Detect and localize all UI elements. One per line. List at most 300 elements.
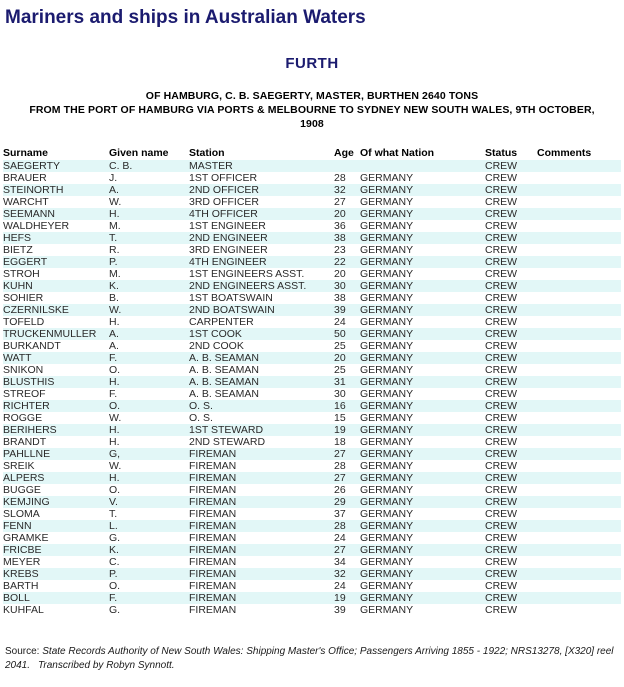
cell-status: CREW xyxy=(485,604,537,616)
source-citation xyxy=(5,645,616,673)
cell-age: 38 xyxy=(334,232,360,244)
table-row xyxy=(3,532,621,544)
cell-given-name: L. xyxy=(109,520,189,532)
cell-given-name: F. xyxy=(109,352,189,364)
column-header-status: Status xyxy=(485,146,537,160)
cell-nation: GERMANY xyxy=(360,592,485,604)
table-row xyxy=(3,496,621,508)
cell-comments xyxy=(537,532,621,544)
cell-given-name: W. xyxy=(109,196,189,208)
cell-surname: WALDHEYER xyxy=(3,220,109,232)
cell-surname: BRANDT xyxy=(3,436,109,448)
cell-surname: BIETZ xyxy=(3,244,109,256)
cell-station: 2ND ENGINEER xyxy=(189,232,334,244)
cell-given-name: H. xyxy=(109,424,189,436)
cell-comments xyxy=(537,604,621,616)
cell-given-name: O. xyxy=(109,580,189,592)
cell-given-name: C. B. xyxy=(109,160,189,172)
cell-nation: GERMANY xyxy=(360,340,485,352)
table-row xyxy=(3,508,621,520)
cell-age: 27 xyxy=(334,196,360,208)
table-row xyxy=(3,220,621,232)
cell-comments xyxy=(537,304,621,316)
cell-given-name: A. xyxy=(109,328,189,340)
table-row xyxy=(3,304,621,316)
table-row xyxy=(3,184,621,196)
crew-table-container xyxy=(0,146,624,616)
cell-given-name: P. xyxy=(109,256,189,268)
cell-station: FIREMAN xyxy=(189,484,334,496)
table-row xyxy=(3,472,621,484)
cell-station: FIREMAN xyxy=(189,448,334,460)
cell-status: CREW xyxy=(485,328,537,340)
cell-status: CREW xyxy=(485,520,537,532)
cell-status: CREW xyxy=(485,268,537,280)
cell-status: CREW xyxy=(485,352,537,364)
cell-age: 39 xyxy=(334,304,360,316)
cell-given-name: F. xyxy=(109,592,189,604)
cell-given-name: H. xyxy=(109,376,189,388)
cell-station: 1ST STEWARD xyxy=(189,424,334,436)
cell-surname: EGGERT xyxy=(3,256,109,268)
cell-given-name: H. xyxy=(109,436,189,448)
cell-given-name: V. xyxy=(109,496,189,508)
cell-station: FIREMAN xyxy=(189,544,334,556)
table-row xyxy=(3,280,621,292)
table-row xyxy=(3,328,621,340)
cell-status: CREW xyxy=(485,184,537,196)
cell-status: CREW xyxy=(485,388,537,400)
transcriber-text: Transcribed by Robyn Synnott. xyxy=(38,660,175,671)
cell-nation: GERMANY xyxy=(360,508,485,520)
cell-age: 32 xyxy=(334,184,360,196)
cell-surname: GRAMKE xyxy=(3,532,109,544)
cell-surname: BRAUER xyxy=(3,172,109,184)
cell-given-name: M. xyxy=(109,220,189,232)
cell-nation: GERMANY xyxy=(360,364,485,376)
cell-nation: GERMANY xyxy=(360,484,485,496)
table-row xyxy=(3,268,621,280)
cell-given-name: C. xyxy=(109,556,189,568)
cell-given-name: O. xyxy=(109,484,189,496)
cell-given-name: K. xyxy=(109,280,189,292)
cell-status: CREW xyxy=(485,544,537,556)
table-row xyxy=(3,568,621,580)
cell-comments xyxy=(537,292,621,304)
cell-comments xyxy=(537,196,621,208)
cell-status: CREW xyxy=(485,244,537,256)
page-title: Mariners and ships in Australian Waters xyxy=(5,7,366,28)
crew-list-table xyxy=(3,146,621,616)
cell-age: 25 xyxy=(334,340,360,352)
cell-status: CREW xyxy=(485,568,537,580)
cell-comments xyxy=(537,220,621,232)
cell-station: 1ST ENGINEER xyxy=(189,220,334,232)
cell-comments xyxy=(537,232,621,244)
table-row xyxy=(3,556,621,568)
cell-nation: GERMANY xyxy=(360,184,485,196)
cell-age: 24 xyxy=(334,532,360,544)
cell-status: CREW xyxy=(485,472,537,484)
cell-given-name: A. xyxy=(109,184,189,196)
cell-surname: TOFELD xyxy=(3,316,109,328)
cell-age: 19 xyxy=(334,592,360,604)
cell-comments xyxy=(537,592,621,604)
cell-station: FIREMAN xyxy=(189,532,334,544)
cell-comments xyxy=(537,580,621,592)
cell-station: 2ND STEWARD xyxy=(189,436,334,448)
cell-given-name: O. xyxy=(109,364,189,376)
cell-comments xyxy=(537,460,621,472)
cell-comments xyxy=(537,520,621,532)
cell-comments xyxy=(537,544,621,556)
cell-nation xyxy=(360,160,485,172)
cell-station: FIREMAN xyxy=(189,508,334,520)
cell-given-name: G, xyxy=(109,448,189,460)
cell-status: CREW xyxy=(485,412,537,424)
column-header-given-name: Given name xyxy=(109,146,189,160)
cell-nation: GERMANY xyxy=(360,568,485,580)
cell-given-name: O. xyxy=(109,400,189,412)
cell-nation: GERMANY xyxy=(360,304,485,316)
cell-surname: FRICBE xyxy=(3,544,109,556)
cell-age xyxy=(334,160,360,172)
column-header-surname: Surname xyxy=(3,146,109,160)
cell-nation: GERMANY xyxy=(360,196,485,208)
cell-nation: GERMANY xyxy=(360,448,485,460)
cell-comments xyxy=(537,484,621,496)
cell-surname: STREOF xyxy=(3,388,109,400)
table-header xyxy=(3,146,621,160)
cell-nation: GERMANY xyxy=(360,388,485,400)
cell-nation: GERMANY xyxy=(360,460,485,472)
cell-station: FIREMAN xyxy=(189,520,334,532)
cell-given-name: G. xyxy=(109,532,189,544)
cell-station: FIREMAN xyxy=(189,604,334,616)
cell-age: 30 xyxy=(334,280,360,292)
table-row xyxy=(3,340,621,352)
cell-status: CREW xyxy=(485,460,537,472)
source-text: State Records Authority of New South Wales: Shipping Master's Office; Passengers Arriving 1855 - 1922; NRS13278, [X320] reel 2041. xyxy=(5,646,614,671)
cell-station: FIREMAN xyxy=(189,580,334,592)
cell-status: CREW xyxy=(485,580,537,592)
cell-age: 22 xyxy=(334,256,360,268)
cell-given-name: H. xyxy=(109,208,189,220)
cell-surname: SREIK xyxy=(3,460,109,472)
cell-nation: GERMANY xyxy=(360,316,485,328)
cell-status: CREW xyxy=(485,436,537,448)
voyage-line-1: OF HAMBURG, C. B. SAEGERTY, MASTER, BURTHEN 2640 TONS xyxy=(145,90,479,102)
table-row xyxy=(3,436,621,448)
cell-age: 32 xyxy=(334,568,360,580)
cell-status: CREW xyxy=(485,400,537,412)
cell-nation: GERMANY xyxy=(360,208,485,220)
cell-comments xyxy=(537,412,621,424)
cell-surname: BOLL xyxy=(3,592,109,604)
cell-given-name: T. xyxy=(109,232,189,244)
cell-given-name: A. xyxy=(109,340,189,352)
cell-status: CREW xyxy=(485,160,537,172)
table-row xyxy=(3,244,621,256)
cell-given-name: W. xyxy=(109,412,189,424)
column-header-station: Station xyxy=(189,146,334,160)
cell-status: CREW xyxy=(485,208,537,220)
cell-comments xyxy=(537,496,621,508)
cell-nation: GERMANY xyxy=(360,412,485,424)
cell-surname: SLOMA xyxy=(3,508,109,520)
cell-age: 29 xyxy=(334,496,360,508)
table-row xyxy=(3,364,621,376)
cell-station: 2ND OFFICER xyxy=(189,184,334,196)
cell-comments xyxy=(537,364,621,376)
cell-comments xyxy=(537,244,621,256)
table-row xyxy=(3,160,621,172)
cell-status: CREW xyxy=(485,364,537,376)
cell-nation: GERMANY xyxy=(360,328,485,340)
cell-given-name: H. xyxy=(109,316,189,328)
cell-comments xyxy=(537,160,621,172)
cell-comments xyxy=(537,352,621,364)
cell-surname: WARCHT xyxy=(3,196,109,208)
cell-given-name: K. xyxy=(109,544,189,556)
cell-status: CREW xyxy=(485,292,537,304)
cell-given-name: P. xyxy=(109,568,189,580)
cell-surname: TRUCKENMULLER xyxy=(3,328,109,340)
cell-surname: BLUSTHIS xyxy=(3,376,109,388)
cell-given-name: W. xyxy=(109,304,189,316)
cell-surname: SNIKON xyxy=(3,364,109,376)
cell-station: FIREMAN xyxy=(189,496,334,508)
cell-comments xyxy=(537,316,621,328)
cell-surname: BARTH xyxy=(3,580,109,592)
cell-comments xyxy=(537,472,621,484)
cell-age: 27 xyxy=(334,472,360,484)
cell-surname: KREBS xyxy=(3,568,109,580)
cell-status: CREW xyxy=(485,232,537,244)
cell-status: CREW xyxy=(485,556,537,568)
cell-nation: GERMANY xyxy=(360,268,485,280)
cell-status: CREW xyxy=(485,508,537,520)
cell-age: 18 xyxy=(334,436,360,448)
cell-age: 36 xyxy=(334,220,360,232)
cell-nation: GERMANY xyxy=(360,424,485,436)
cell-status: CREW xyxy=(485,304,537,316)
cell-surname: RICHTER xyxy=(3,400,109,412)
cell-age: 16 xyxy=(334,400,360,412)
cell-surname: CZERNILSKE xyxy=(3,304,109,316)
cell-surname: BURKANDT xyxy=(3,340,109,352)
cell-station: FIREMAN xyxy=(189,556,334,568)
cell-surname: SAEGERTY xyxy=(3,160,109,172)
cell-nation: GERMANY xyxy=(360,280,485,292)
cell-given-name: G. xyxy=(109,604,189,616)
cell-age: 20 xyxy=(334,208,360,220)
cell-comments xyxy=(537,424,621,436)
cell-station: 1ST COOK xyxy=(189,328,334,340)
cell-nation: GERMANY xyxy=(360,520,485,532)
cell-surname: KUHFAL xyxy=(3,604,109,616)
cell-given-name: W. xyxy=(109,460,189,472)
cell-nation: GERMANY xyxy=(360,376,485,388)
cell-age: 38 xyxy=(334,292,360,304)
cell-status: CREW xyxy=(485,196,537,208)
table-row xyxy=(3,352,621,364)
table-row xyxy=(3,316,621,328)
cell-surname: MEYER xyxy=(3,556,109,568)
cell-given-name: R. xyxy=(109,244,189,256)
table-row xyxy=(3,196,621,208)
ship-name-heading: FURTH xyxy=(285,55,339,72)
cell-station: O. S. xyxy=(189,400,334,412)
cell-given-name: F. xyxy=(109,388,189,400)
cell-nation: GERMANY xyxy=(360,172,485,184)
cell-age: 28 xyxy=(334,172,360,184)
table-row xyxy=(3,376,621,388)
cell-given-name: J. xyxy=(109,172,189,184)
cell-nation: GERMANY xyxy=(360,472,485,484)
cell-given-name: B. xyxy=(109,292,189,304)
table-header-row xyxy=(3,146,621,160)
cell-surname: WATT xyxy=(3,352,109,364)
cell-given-name: H. xyxy=(109,472,189,484)
cell-comments xyxy=(537,508,621,520)
cell-nation: GERMANY xyxy=(360,604,485,616)
cell-station: 4TH OFFICER xyxy=(189,208,334,220)
cell-station: FIREMAN xyxy=(189,568,334,580)
cell-surname: SEEMANN xyxy=(3,208,109,220)
table-row xyxy=(3,256,621,268)
table-row xyxy=(3,592,621,604)
cell-age: 30 xyxy=(334,388,360,400)
table-row xyxy=(3,460,621,472)
cell-age: 20 xyxy=(334,352,360,364)
cell-comments xyxy=(537,436,621,448)
cell-nation: GERMANY xyxy=(360,496,485,508)
table-row xyxy=(3,388,621,400)
cell-age: 37 xyxy=(334,508,360,520)
cell-age: 15 xyxy=(334,412,360,424)
table-row xyxy=(3,520,621,532)
cell-status: CREW xyxy=(485,256,537,268)
cell-station: 2ND BOATSWAIN xyxy=(189,304,334,316)
cell-status: CREW xyxy=(485,220,537,232)
cell-given-name: M. xyxy=(109,268,189,280)
cell-surname: BERIHERS xyxy=(3,424,109,436)
cell-station: 3RD OFFICER xyxy=(189,196,334,208)
table-row xyxy=(3,580,621,592)
table-row xyxy=(3,484,621,496)
cell-station: A. B. SEAMAN xyxy=(189,388,334,400)
cell-station: 1ST OFFICER xyxy=(189,172,334,184)
cell-comments xyxy=(537,376,621,388)
cell-comments xyxy=(537,280,621,292)
cell-comments xyxy=(537,568,621,580)
table-body xyxy=(3,160,621,616)
cell-surname: STROH xyxy=(3,268,109,280)
cell-station: 2ND COOK xyxy=(189,340,334,352)
cell-comments xyxy=(537,388,621,400)
cell-surname: SOHIER xyxy=(3,292,109,304)
cell-nation: GERMANY xyxy=(360,532,485,544)
table-row xyxy=(3,544,621,556)
cell-status: CREW xyxy=(485,532,537,544)
cell-age: 28 xyxy=(334,460,360,472)
cell-comments xyxy=(537,268,621,280)
cell-station: 4TH ENGINEER xyxy=(189,256,334,268)
cell-station: FIREMAN xyxy=(189,460,334,472)
cell-age: 25 xyxy=(334,364,360,376)
cell-comments xyxy=(537,256,621,268)
cell-age: 28 xyxy=(334,520,360,532)
source-label: Source: xyxy=(5,646,40,657)
cell-nation: GERMANY xyxy=(360,352,485,364)
column-header-comments: Comments xyxy=(537,146,621,160)
cell-surname: KEMJING xyxy=(3,496,109,508)
cell-surname: PAHLLNE xyxy=(3,448,109,460)
table-row xyxy=(3,208,621,220)
cell-nation: GERMANY xyxy=(360,556,485,568)
cell-nation: GERMANY xyxy=(360,436,485,448)
cell-age: 39 xyxy=(334,604,360,616)
cell-nation: GERMANY xyxy=(360,580,485,592)
cell-status: CREW xyxy=(485,172,537,184)
cell-surname: HEFS xyxy=(3,232,109,244)
voyage-description xyxy=(0,72,624,131)
cell-station: A. B. SEAMAN xyxy=(189,376,334,388)
table-row xyxy=(3,400,621,412)
cell-age: 24 xyxy=(334,580,360,592)
table-row xyxy=(3,448,621,460)
cell-surname: STEINORTH xyxy=(3,184,109,196)
cell-comments xyxy=(537,328,621,340)
cell-age: 27 xyxy=(334,448,360,460)
cell-status: CREW xyxy=(485,340,537,352)
table-row xyxy=(3,424,621,436)
cell-comments xyxy=(537,208,621,220)
cell-age: 20 xyxy=(334,268,360,280)
cell-station: O. S. xyxy=(189,412,334,424)
cell-nation: GERMANY xyxy=(360,244,485,256)
cell-age: 26 xyxy=(334,484,360,496)
cell-age: 50 xyxy=(334,328,360,340)
cell-comments xyxy=(537,448,621,460)
cell-station: FIREMAN xyxy=(189,592,334,604)
cell-age: 19 xyxy=(334,424,360,436)
cell-status: CREW xyxy=(485,484,537,496)
cell-comments xyxy=(537,184,621,196)
column-header-age: Age xyxy=(334,146,360,160)
cell-status: CREW xyxy=(485,376,537,388)
cell-comments xyxy=(537,400,621,412)
cell-status: CREW xyxy=(485,424,537,436)
cell-status: CREW xyxy=(485,496,537,508)
cell-station: A. B. SEAMAN xyxy=(189,364,334,376)
cell-comments xyxy=(537,340,621,352)
table-row xyxy=(3,172,621,184)
cell-age: 34 xyxy=(334,556,360,568)
voyage-line-2: FROM THE PORT OF HAMBURG VIA PORTS & MELBOURNE TO SYDNEY NEW SOUTH WALES, 9TH OCTOBER, 1908 xyxy=(29,104,595,130)
cell-station: 1ST BOATSWAIN xyxy=(189,292,334,304)
cell-status: CREW xyxy=(485,280,537,292)
cell-comments xyxy=(537,556,621,568)
cell-comments xyxy=(537,172,621,184)
cell-age: 27 xyxy=(334,544,360,556)
cell-station: A. B. SEAMAN xyxy=(189,352,334,364)
cell-status: CREW xyxy=(485,592,537,604)
cell-station: MASTER xyxy=(189,160,334,172)
cell-given-name: T. xyxy=(109,508,189,520)
cell-nation: GERMANY xyxy=(360,220,485,232)
